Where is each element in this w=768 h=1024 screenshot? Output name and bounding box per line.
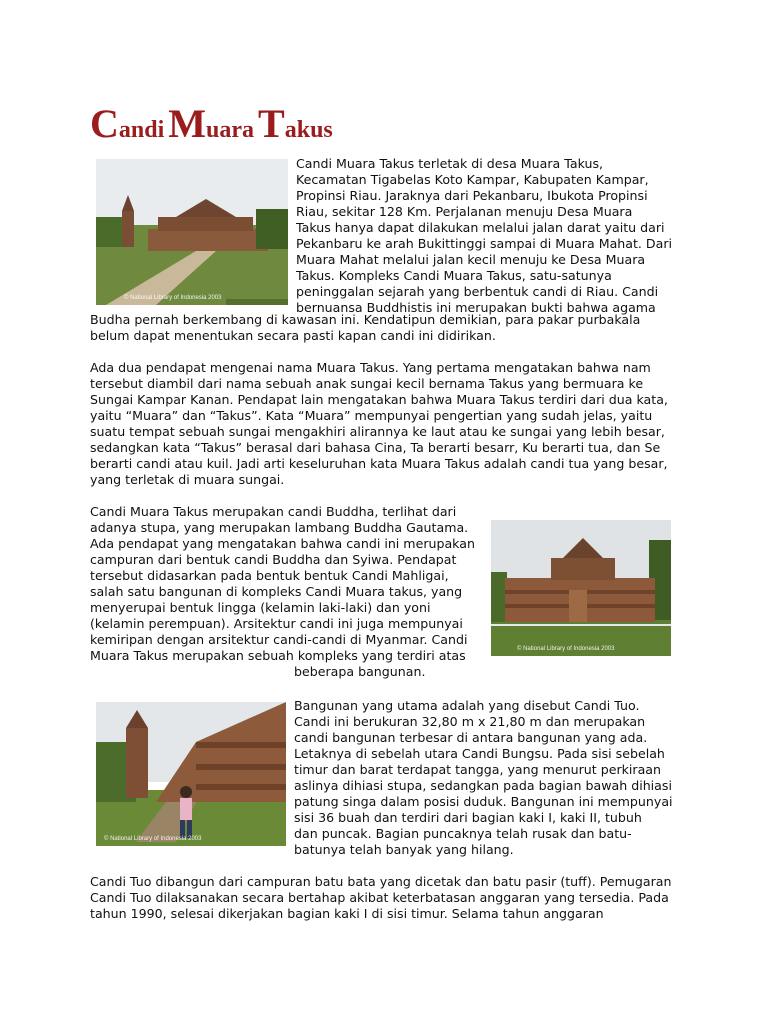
text-line: Budha pernah berkembang di kawasan ini. Kendatipun demikian, para pakar purbakala: [90, 312, 641, 327]
text-line: Riau, sekitar 128 Km. Perjalanan menuju Desa Muara: [296, 204, 633, 219]
text-line: Muara Takus merupakan sebuah kompleks yang terdiri atas: [90, 648, 466, 663]
paragraph-buddhist-temple: [90, 504, 475, 680]
text-line: tersebut didasarkan pada bentuk bentuk Candi Mahligai,: [90, 568, 449, 583]
photo-credit: © National Library of Indonesia 2003: [124, 295, 222, 301]
text-line: tersebut diambil dari nama sebuah anak sungai kecil bernama Takus yang bermuara ke: [90, 376, 644, 391]
text-line: adanya stupa, yang merupakan lambang Buddha Gautama.: [90, 520, 469, 535]
page-title: [90, 100, 333, 147]
text-line: Takus hanya dapat dilakukan melalui jalan darat yaitu dari: [296, 220, 665, 235]
text-line: beberapa bangunan.: [294, 664, 426, 679]
text-line: batunya telah banyak yang hilang.: [294, 842, 514, 857]
text-line: patung singa dalam posisi duduk. Bangunan ini mempunyai: [294, 794, 673, 809]
text-line: Propinsi Riau. Jaraknya dari Pekanbaru, Ibukota Propinsi: [296, 188, 648, 203]
text-line: yaitu “Muara” dan “Takus”. Kata “Muara” mempunyai pengertian yang sudah jelas, yaitu: [90, 408, 653, 423]
title-rest: akus: [284, 117, 333, 143]
text-line: Candi ini berukuran 32,80 m x 21,80 m dan merupakan: [294, 714, 646, 729]
title-initial: M: [168, 101, 207, 146]
paragraph-candi-tuo: [294, 698, 673, 858]
text-line: kemiripan dengan arsitektur candi-candi di Myanmar. Candi: [90, 632, 468, 647]
text-line: Ada dua pendapat mengenai nama Muara Takus. Yang pertama mengatakan bahwa nam: [90, 360, 651, 375]
text-line: suatu tempat sebuah sungai mengakhiri alirannya ke laut atau ke sungai yang lebih besar,: [90, 424, 665, 439]
text-line: Takus. Kompleks Candi Muara Takus, satu-satunya: [296, 268, 612, 283]
text-line: sisi 36 buah dan terdiri dari bagian kaki I, kaki II, tubuh: [294, 810, 642, 825]
temple-photo-2: [491, 520, 671, 656]
text-line: aslinya dihiasi stupa, sedangkan pada bagian bawah dihiasi: [294, 778, 672, 793]
title-rest: andi: [118, 117, 165, 143]
text-line: Kecamatan Tigabelas Koto Kampar, Kabupaten Kampar,: [296, 172, 649, 187]
text-line: candi bangunan terbesar di antara bangunan yang ada.: [294, 730, 648, 745]
text-line: Pekanbaru ke arah Bukittinggi sampai di Muara Mahat. Dari: [296, 236, 673, 251]
text-line: salah satu bangunan di kompleks Candi Muara takus, yang: [90, 584, 463, 599]
text-line: Muara Mahat melalui jalan kecil menuju ke Desa Muara: [296, 252, 646, 267]
text-line: Candi Muara Takus terletak di desa Muara Takus,: [296, 156, 604, 171]
text-line: menyerupai bentuk lingga (kelamin laki-laki) dan yoni: [90, 600, 431, 615]
paragraph-name-origin: [90, 360, 668, 488]
text-line: bernuansa Buddhistis ini merupakan bukti bahwa agama: [296, 300, 656, 315]
text-line: dan puncak. Bagian puncaknya telah rusak dan batu-: [294, 826, 632, 841]
title-initial: T: [258, 101, 285, 146]
text-line: belum dapat menentukan secara pasti kapan candi ini didirikan.: [90, 328, 496, 343]
title-initial: C: [90, 101, 119, 146]
text-line: yang terletak di muara sungai.: [90, 472, 285, 487]
text-line: campuran dari bentuk candi Buddha dan Syiwa. Pendapat: [90, 552, 457, 567]
text-line: Ada pendapat yang mengatakan bahwa candi ini merupakan: [90, 536, 475, 551]
text-line: berarti candi atau kuil. Jadi arti keseluruhan kata Muara Takus adalah candi tua yang besar,: [90, 456, 668, 471]
text-line: Sungai Kampar Kanan. Pendapat lain mengatakan bahwa Muara Takus terdiri dari dua kata,: [90, 392, 668, 407]
text-line: timur dan barat terdapat tangga, yang menurut perkiraan: [294, 762, 662, 777]
text-line: sedangkan kata “Takus” berasal dari bahasa Cina, Ta berarti besarr, Ku berarti tua, dan Se: [90, 440, 661, 455]
photo-credit: © National Library of Indonesia 2003: [517, 646, 615, 652]
text-line: tahun 1990, selesai dikerjakan bagian kaki I di sisi timur. Selama tahun anggaran: [90, 906, 604, 921]
temple-photo-3: [96, 702, 286, 846]
text-line: (kelamin perempuan). Arsitektur candi ini juga mempunyai: [90, 616, 463, 631]
text-line: Candi Muara Takus merupakan candi Buddha, terlihat dari: [90, 504, 457, 519]
paragraph-intro-continued: [90, 312, 640, 344]
paragraph-restoration: [90, 874, 671, 922]
text-line: Bangunan yang utama adalah yang disebut Candi Tuo.: [294, 698, 640, 713]
title-rest: uara: [206, 117, 255, 143]
text-line: Candi Tuo dibangun dari campuran batu bata yang dicetak dan batu pasir (tuff). Pemugaran: [90, 874, 672, 889]
text-line: peninggalan sejarah yang berbentuk candi di Riau. Candi: [296, 284, 659, 299]
text-line: Letaknya di sebelah utara Candi Bungsu. Pada sisi sebelah: [294, 746, 665, 761]
photo-credit: © National Library of Indonesia 2003: [104, 836, 202, 842]
temple-photo-1: [96, 159, 288, 305]
paragraph-intro: [296, 156, 672, 316]
text-line: Candi Tuo dilaksanakan secara bertahap akibat keterbatasan anggaran yang tersedia. Pada: [90, 890, 669, 905]
